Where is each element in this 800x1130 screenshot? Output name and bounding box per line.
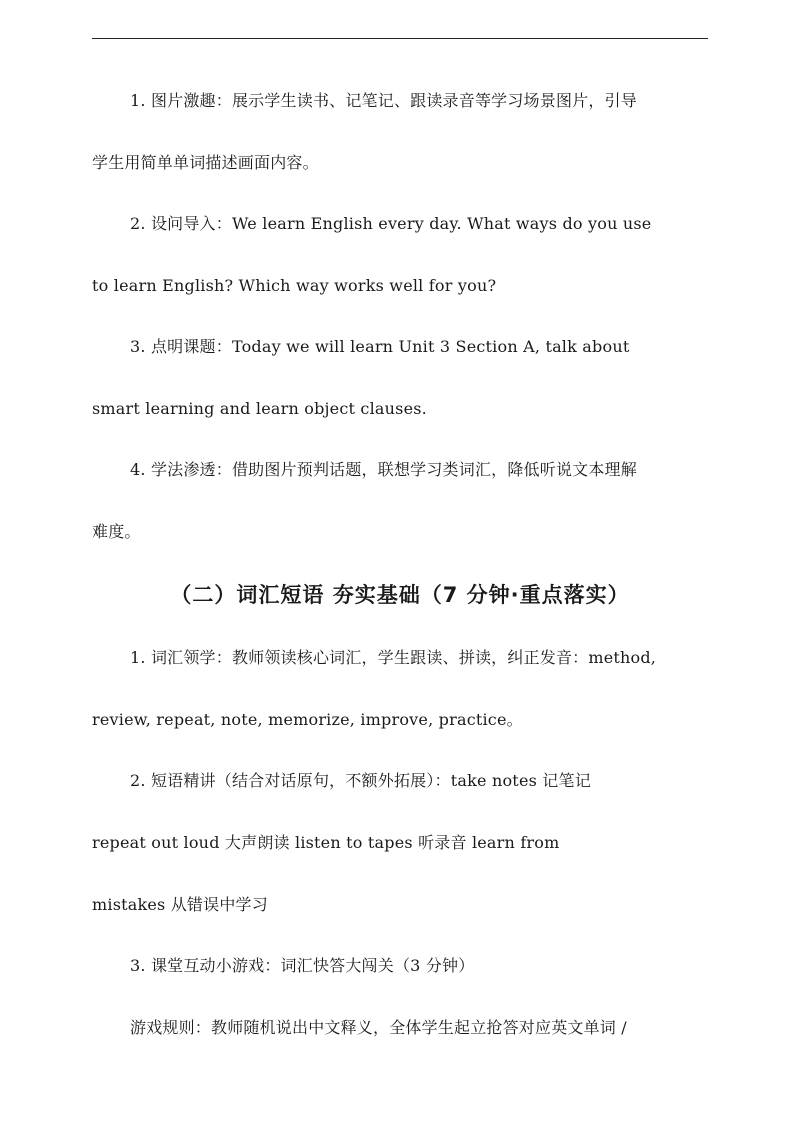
item1-line1: 1. 图片激趣：展示学生读书、记笔记、跟读录音等学习场景图片，引导 (130, 91, 637, 110)
vocab-item2-line1: 2. 短语精讲（结合对话原句，不额外拓展）：take notes 记笔记 (130, 771, 591, 790)
vocab-item3-line1: 3. 课堂互动小游戏：词汇快答大闯关（3 分钟） (130, 956, 475, 975)
header-rule (92, 38, 708, 39)
item3-line1: 3. 点明课题：Today we will learn Unit 3 Section A, talk about (130, 337, 630, 356)
item4-line1: 4. 学法渗透：借助图片预判话题，联想学习类词汇，降低听说文本理解 (130, 460, 637, 479)
vocab-item1-line2: review, repeat, note, memorize, improve, practice。 (92, 710, 523, 729)
item2-line1: 2. 设问导入：We learn English every day. What ways do you use (130, 214, 652, 233)
game-rules-line1: 游戏规则：教师随机说出中文释义，全体学生起立抢答对应英文单词 / (130, 1018, 627, 1037)
vocab-item2-line2: repeat out loud 大声朗读 listen to tapes 听录音 learn from (92, 833, 560, 852)
item1-line2: 学生用简单单词描述画面内容。 (92, 153, 319, 172)
vocab-item2-line3: mistakes 从错误中学习 (92, 895, 268, 914)
section-heading: （二）词汇短语 夯实基础（7 分钟·重点落实） (170, 583, 630, 607)
item2-line2: to learn English? Which way works well for you? (92, 276, 497, 295)
item4-line2: 难度。 (92, 522, 141, 541)
item3-line2: smart learning and learn object clauses. (92, 399, 427, 418)
vocab-item1-line1: 1. 词汇领学：教师领读核心词汇，学生跟读、拼读，纠正发音：method, (130, 648, 657, 667)
